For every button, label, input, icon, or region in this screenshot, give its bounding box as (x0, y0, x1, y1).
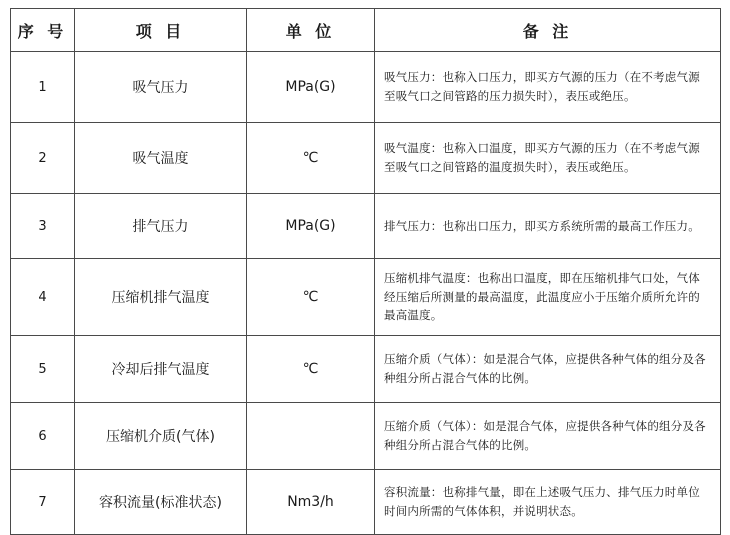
cell-unit: ℃ (247, 336, 375, 403)
cell-no: 4 (11, 259, 75, 336)
header-row (11, 9, 721, 52)
cell-item: 压缩机排气温度 (75, 259, 247, 336)
cell-remark: 吸气压力：也称入口压力，即买方气源的压力（在不考虑气源至吸气口之间管路的压力损失时），表压或绝压。 (375, 52, 721, 123)
cell-item: 容积流量(标准状态) (75, 470, 247, 535)
cell-remark: 压缩机排气温度：也称出口温度，即在压缩机排气口处，气体经压缩后所测量的最高温度，此温度应小于压缩介质所允许的最高温度。 (375, 259, 721, 336)
column-header-remark: 备 注 (375, 9, 721, 52)
cell-no: 3 (11, 194, 75, 259)
cell-unit: ℃ (247, 123, 375, 194)
cell-unit: MPa(G) (247, 52, 375, 123)
table-row (11, 123, 721, 194)
table-row (11, 259, 721, 336)
column-header-unit: 单 位 (247, 9, 375, 52)
cell-item: 压缩机介质(气体) (75, 403, 247, 470)
cell-item: 排气压力 (75, 194, 247, 259)
cell-unit: Nm3/h (247, 470, 375, 535)
table-body (11, 52, 721, 535)
cell-no: 2 (11, 123, 75, 194)
cell-item: 吸气温度 (75, 123, 247, 194)
cell-no: 1 (11, 52, 75, 123)
cell-no: 5 (11, 336, 75, 403)
cell-remark: 容积流量：也称排气量，即在上述吸气压力、排气压力时单位时间内所需的气体体积，并说明状态。 (375, 470, 721, 535)
table-row (11, 52, 721, 123)
cell-item: 吸气压力 (75, 52, 247, 123)
specification-table (10, 8, 721, 535)
table-row (11, 470, 721, 535)
cell-unit: ℃ (247, 259, 375, 336)
cell-remark: 压缩介质（气体）：如是混合气体，应提供各种气体的组分及各种组分所占混合气体的比例。 (375, 336, 721, 403)
table-header (11, 9, 721, 52)
table-row (11, 194, 721, 259)
column-header-item: 项 目 (75, 9, 247, 52)
cell-remark: 吸气温度：也称入口温度，即买方气源的压力（在不考虑气源至吸气口之间管路的温度损失时），表压或绝压。 (375, 123, 721, 194)
table-row (11, 403, 721, 470)
cell-unit: MPa(G) (247, 194, 375, 259)
table-row (11, 336, 721, 403)
cell-no: 6 (11, 403, 75, 470)
cell-item: 冷却后排气温度 (75, 336, 247, 403)
cell-no: 7 (11, 470, 75, 535)
cell-remark: 压缩介质（气体）：如是混合气体，应提供各种气体的组分及各种组分所占混合气体的比例。 (375, 403, 721, 470)
column-header-no: 序 号 (11, 9, 75, 52)
cell-unit (247, 403, 375, 470)
cell-remark: 排气压力：也称出口压力，即买方系统所需的最高工作压力。 (375, 194, 721, 259)
